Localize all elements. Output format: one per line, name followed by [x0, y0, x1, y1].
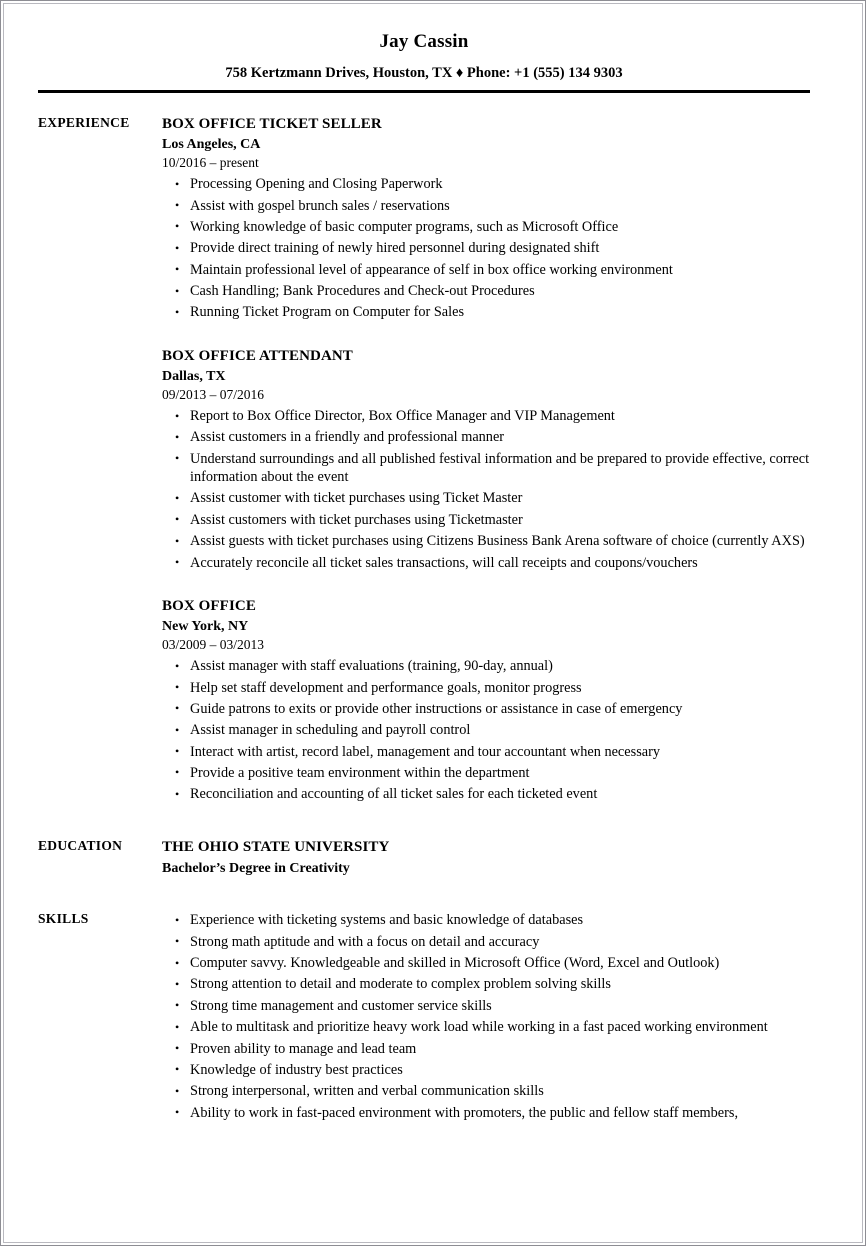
list-item: • Strong interpersonal, written and verbal communication skills: [162, 1082, 816, 1100]
page-title: Jay Cassin: [379, 31, 469, 52]
job-dates: 10/2016 – present: [162, 155, 259, 171]
education-degree: Bachelor’s Degree in Creativity: [162, 861, 350, 877]
list-item: • Strong attention to detail and moderate to complex problem solving skills: [162, 975, 816, 993]
list-item: • Ability to work in fast-paced environment with promoters, the public and fellow staff members,: [162, 1104, 816, 1122]
experience-section: [38, 115, 816, 804]
list-item: • Computer savvy. Knowledgeable and skilled in Microsoft Office (Word, Excel and Outlook): [162, 954, 816, 972]
resume-content: [38, 4, 816, 1122]
header-divider: [38, 90, 810, 93]
list-item: • Assist guests with ticket purchases using Citizens Business Bank Arena software of choice (currently AXS): [162, 532, 816, 550]
list-item: • Reconciliation and accounting of all ticket sales for each ticketed event: [162, 785, 816, 803]
list-item: • Assist manager with staff evaluations (training, 90-day, annual): [162, 657, 816, 675]
list-item: • Cash Handling; Bank Procedures and Check-out Procedures: [162, 282, 816, 300]
list-item: • Guide patrons to exits or provide other instructions or assistance in case of emergency: [162, 700, 816, 718]
section-label-education: EDUCATION: [38, 837, 123, 853]
job-entry: [162, 115, 816, 322]
education-body: [162, 838, 816, 879]
list-item: • Assist manager in scheduling and payroll control: [162, 721, 816, 739]
skills-section: [38, 911, 816, 1122]
job-title: BOX OFFICE TICKET SELLER: [162, 116, 382, 132]
job-title: BOX OFFICE: [162, 597, 256, 614]
job-entry: [162, 597, 816, 804]
section-label-experience: EXPERIENCE: [38, 115, 130, 130]
list-item: • Report to Box Office Director, Box Office Manager and VIP Management: [162, 407, 816, 425]
job-location: Los Angeles, CA: [162, 137, 261, 153]
list-item: • Provide direct training of newly hired personnel during designated shift: [162, 239, 816, 257]
job-entry: [162, 347, 816, 572]
list-item: • Assist customers with ticket purchases using Ticketmaster: [162, 511, 816, 529]
job-responsibilities: [162, 175, 816, 322]
list-item: • Processing Opening and Closing Paperwork: [162, 175, 816, 193]
job-dates: 03/2009 – 03/2013: [162, 637, 265, 653]
list-item: • Interact with artist, record label, management and tour accountant when necessary: [162, 743, 816, 761]
section-label-skills: SKILLS: [38, 911, 89, 927]
list-item: • Running Ticket Program on Computer for Sales: [162, 303, 816, 321]
list-item: • Proven ability to manage and lead team: [162, 1040, 816, 1058]
list-item: • Assist with gospel brunch sales / reservations: [162, 197, 816, 215]
list-item: • Assist customer with ticket purchases using Ticket Master: [162, 489, 816, 507]
job-title: BOX OFFICE ATTENDANT: [162, 347, 353, 364]
list-item: • Knowledge of industry best practices: [162, 1061, 816, 1079]
list-item: • Able to multitask and prioritize heavy work load while working in a fast paced working environment: [162, 1018, 816, 1036]
list-item: • Experience with ticketing systems and basic knowledge of databases: [162, 911, 816, 929]
education-section: [38, 838, 816, 879]
education-school: THE OHIO STATE UNIVERSITY: [162, 838, 390, 855]
list-item: • Maintain professional level of appearance of self in box office working environment: [162, 261, 816, 279]
skills-items: [162, 911, 816, 1122]
contact-line: 758 Kertzmann Drives, Houston, TX ♦ Phone: +1 (555) 134 9303: [225, 65, 623, 81]
job-responsibilities: [162, 407, 816, 572]
list-item: • Help set staff development and performance goals, monitor progress: [162, 679, 816, 697]
job-location: Dallas, TX: [162, 368, 226, 384]
list-item: • Provide a positive team environment within the department: [162, 764, 816, 782]
list-item: • Strong math aptitude and with a focus on detail and accuracy: [162, 933, 816, 951]
list-item: • Accurately reconcile all ticket sales transactions, will call receipts and coupons/vouchers: [162, 554, 816, 572]
job-location: New York, NY: [162, 619, 249, 635]
list-item: • Working knowledge of basic computer programs, such as Microsoft Office: [162, 218, 816, 236]
job-dates: 09/2013 – 07/2016: [162, 387, 265, 403]
experience-body: [162, 115, 816, 804]
page-frame: [3, 3, 863, 1243]
list-item: • Understand surroundings and all published festival information and be prepared to provide effective, correct information about the event: [162, 450, 816, 487]
job-responsibilities: [162, 657, 816, 804]
skills-body: [162, 911, 816, 1122]
list-item: • Assist customers in a friendly and professional manner: [162, 428, 816, 446]
list-item: • Strong time management and customer service skills: [162, 997, 816, 1015]
